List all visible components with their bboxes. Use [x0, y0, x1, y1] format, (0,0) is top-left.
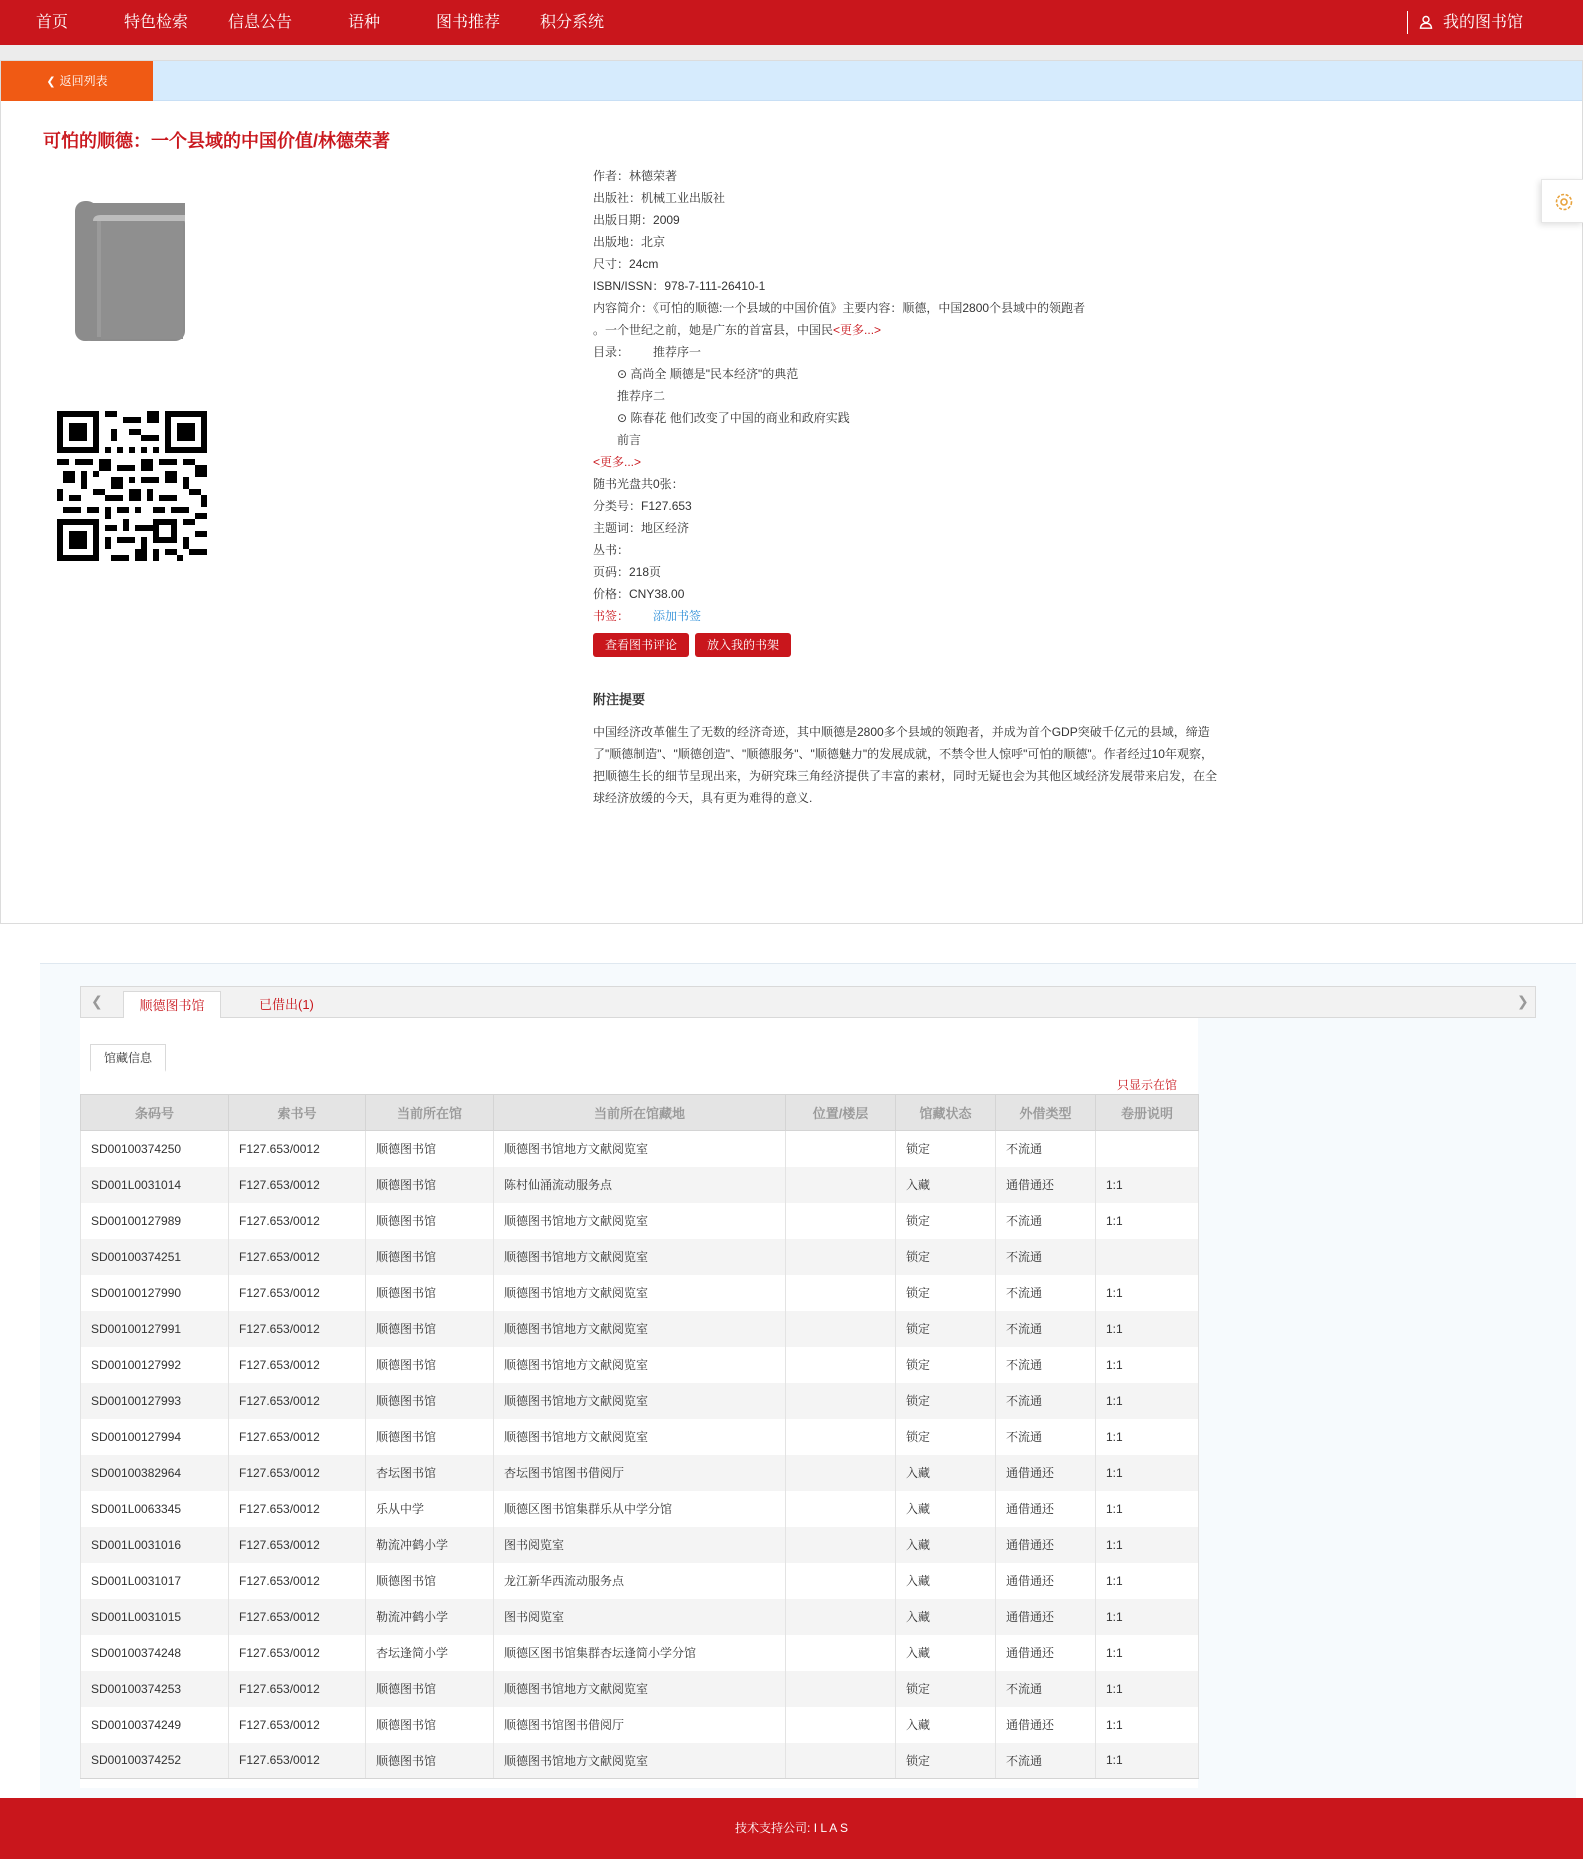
table-row[interactable]: [81, 1455, 1199, 1491]
gear-icon: [1553, 191, 1575, 213]
meta-class: 分类号：F127.653: [593, 499, 692, 513]
cell-volume-note: 1:1: [1096, 1455, 1199, 1491]
cell-call-number: F127.653/0012: [229, 1707, 366, 1743]
col-current-location[interactable]: 当前所在馆藏地: [494, 1095, 786, 1131]
cell-loan-type: 不流通: [996, 1383, 1096, 1419]
table-row[interactable]: [81, 1239, 1199, 1275]
table-row[interactable]: [81, 1599, 1199, 1635]
tab-checked-out[interactable]: 已借出(1): [259, 997, 314, 1012]
table-row[interactable]: [81, 1671, 1199, 1707]
cell-floor: [786, 1347, 896, 1383]
cell-barcode: SD00100374248: [81, 1635, 229, 1671]
cell-library: 顺德图书馆: [366, 1275, 494, 1311]
action-buttons: [593, 627, 1233, 661]
cell-library: 顺德图书馆: [366, 1239, 494, 1275]
cell-library: 顺德图书馆: [366, 1311, 494, 1347]
table-row[interactable]: [81, 1311, 1199, 1347]
cell-floor: [786, 1563, 896, 1599]
library-tabs: [80, 986, 1536, 1018]
cell-status: 锁定: [896, 1203, 996, 1239]
cell-floor: [786, 1239, 896, 1275]
table-row[interactable]: [81, 1419, 1199, 1455]
cell-status: 入藏: [896, 1491, 996, 1527]
cell-status: 锁定: [896, 1131, 996, 1167]
cell-loan-type: 通借通还: [996, 1455, 1096, 1491]
cell-location: 顺德区图书馆集群杏坛逢简小学分馆: [494, 1635, 786, 1671]
table-row[interactable]: [81, 1203, 1199, 1239]
footer-credit: 技术支持公司: I L A S: [735, 1821, 848, 1835]
holdings-panel: [80, 1018, 1198, 1788]
cell-floor: [786, 1599, 896, 1635]
back-to-list-button[interactable]: [1, 61, 153, 101]
cell-location: 图书阅览室: [494, 1599, 786, 1635]
only-available-toggle[interactable]: 只显示在馆: [1116, 1078, 1177, 1092]
cell-volume-note: [1096, 1239, 1199, 1275]
meta-toc-item: 推荐序二: [617, 389, 666, 403]
cell-call-number: F127.653/0012: [229, 1743, 366, 1779]
meta-summary-cont: 。一个世纪之前，她是广东的首富县，中国民<更多...>: [593, 323, 882, 337]
cell-location: 顺德图书馆地方文献阅览室: [494, 1347, 786, 1383]
cell-volume-note: 1:1: [1096, 1167, 1199, 1203]
cell-volume-note: 1:1: [1096, 1419, 1199, 1455]
subtab-holdings-info[interactable]: 馆藏信息: [90, 1044, 166, 1072]
cell-location: 顺德图书馆地方文献阅览室: [494, 1383, 786, 1419]
summary-more-link[interactable]: <更多...>: [833, 323, 882, 337]
meta-toc-item: ⊙ 高尚全 顺德是"民本经济"的典范: [617, 367, 799, 381]
cell-call-number: F127.653/0012: [229, 1491, 366, 1527]
cell-floor: [786, 1203, 896, 1239]
cell-call-number: F127.653/0012: [229, 1311, 366, 1347]
cell-barcode: SD00100374251: [81, 1239, 229, 1275]
settings-float-button[interactable]: [1541, 179, 1583, 223]
cell-library: 顺德图书馆: [366, 1131, 494, 1167]
cell-loan-type: 不流通: [996, 1131, 1096, 1167]
cell-location: 顺德图书馆地方文献阅览室: [494, 1239, 786, 1275]
table-row[interactable]: [81, 1383, 1199, 1419]
holdings-section: [40, 963, 1576, 1798]
meta-summary: 内容简介：《可怕的顺德:一个县域的中国价值》主要内容：顺德，中国2800个县域中的领跑者: [593, 301, 1086, 315]
cell-loan-type: 通借通还: [996, 1167, 1096, 1203]
cell-loan-type: 不流通: [996, 1419, 1096, 1455]
cell-volume-note: 1:1: [1096, 1671, 1199, 1707]
cell-status: 锁定: [896, 1239, 996, 1275]
cell-barcode: SD00100127989: [81, 1203, 229, 1239]
cell-barcode: SD00100382964: [81, 1455, 229, 1491]
cell-floor: [786, 1635, 896, 1671]
nav-recommendations[interactable]: 图书推荐: [436, 14, 501, 31]
meta-publisher: 出版社：机械工业出版社: [593, 191, 726, 205]
cell-location: 顺德图书馆地方文献阅览室: [494, 1743, 786, 1779]
cell-loan-type: 通借通还: [996, 1599, 1096, 1635]
cell-location: 顺德图书馆地方文献阅览室: [494, 1275, 786, 1311]
cell-barcode: SD001L0031016: [81, 1527, 229, 1563]
cell-library: 顺德图书馆: [366, 1707, 494, 1743]
col-current-library[interactable]: 当前所在馆: [366, 1095, 494, 1131]
table-row[interactable]: [81, 1563, 1199, 1599]
cell-floor: [786, 1131, 896, 1167]
cell-volume-note: [1096, 1131, 1199, 1167]
col-call-number[interactable]: 索书号: [229, 1095, 366, 1131]
cell-status: 入藏: [896, 1527, 996, 1563]
cell-library: 勒流冲鹤小学: [366, 1527, 494, 1563]
notes-heading: 附注提要: [593, 692, 646, 707]
back-bar: [1, 61, 1582, 101]
cell-floor: [786, 1419, 896, 1455]
cell-status: 入藏: [896, 1707, 996, 1743]
cell-library: 顺德图书馆: [366, 1743, 494, 1779]
table-row[interactable]: [81, 1635, 1199, 1671]
cell-floor: [786, 1383, 896, 1419]
cell-library: 顺德图书馆: [366, 1347, 494, 1383]
nav-announcements[interactable]: 信息公告: [228, 14, 293, 31]
cell-status: 锁定: [896, 1275, 996, 1311]
meta-pubdate: 出版日期：2009: [593, 213, 680, 227]
cell-volume-note: 1:1: [1096, 1383, 1199, 1419]
cell-loan-type: 通借通还: [996, 1491, 1096, 1527]
cell-call-number: F127.653/0012: [229, 1635, 366, 1671]
cell-floor: [786, 1527, 896, 1563]
cell-barcode: SD00100127991: [81, 1311, 229, 1347]
meta-author: 作者：林德荣著: [593, 169, 678, 183]
view-reviews-button[interactable]: 查看图书评论: [593, 633, 689, 657]
cell-location: 龙江新华西流动服务点: [494, 1563, 786, 1599]
cell-library: 顺德图书馆: [366, 1203, 494, 1239]
cell-status: 入藏: [896, 1635, 996, 1671]
cell-status: 入藏: [896, 1455, 996, 1491]
table-row[interactable]: [81, 1527, 1199, 1563]
cell-loan-type: 不流通: [996, 1203, 1096, 1239]
cell-loan-type: 不流通: [996, 1275, 1096, 1311]
nav-points-system[interactable]: 积分系统: [540, 14, 605, 31]
cell-volume-note: 1:1: [1096, 1311, 1199, 1347]
cell-barcode: SD00100127990: [81, 1275, 229, 1311]
cell-call-number: F127.653/0012: [229, 1131, 366, 1167]
cell-volume-note: 1:1: [1096, 1563, 1199, 1599]
cell-library: 顺德图书馆: [366, 1563, 494, 1599]
cell-floor: [786, 1743, 896, 1779]
cell-call-number: F127.653/0012: [229, 1455, 366, 1491]
toc-more-link[interactable]: <更多...>: [593, 455, 642, 469]
cell-call-number: F127.653/0012: [229, 1563, 366, 1599]
cell-location: 顺德图书馆图书借阅厅: [494, 1707, 786, 1743]
cell-call-number: F127.653/0012: [229, 1383, 366, 1419]
chevron-left-icon[interactable]: ❮: [91, 993, 103, 1009]
user-icon: [1419, 15, 1433, 29]
meta-toc-more: [593, 451, 1233, 473]
cell-floor: [786, 1491, 896, 1527]
book-detail-panel: [0, 60, 1583, 924]
cell-location: 顺德图书馆地方文献阅览室: [494, 1311, 786, 1347]
cell-loan-type: 不流通: [996, 1743, 1096, 1779]
my-library-link[interactable]: [1443, 0, 1523, 45]
table-row[interactable]: [81, 1491, 1199, 1527]
cell-barcode: SD00100374252: [81, 1743, 229, 1779]
cell-loan-type: 通借通还: [996, 1563, 1096, 1599]
notes-body: 中国经济改革催生了无数的经济奇迹，其中顺德是2800多个县域的领跑者，并成为首个GDP突破千亿元的县域，缔造了"顺德制造"、"顺德创造"、"顺德服务"、"顺德魅力"的发展成就，不禁令世人惊呼"可怕的顺德"。作者经过10年观察，把顺德生长的细节呈现出来，为研究珠三角经济提供了丰富的素材，同时无疑也会为其他区域经济发展带来启发，在全球经济放缓的今天，具有更为难得的意义.: [593, 725, 1218, 805]
cell-volume-note: 1:1: [1096, 1275, 1199, 1311]
cell-barcode: SD00100374250: [81, 1131, 229, 1167]
table-row[interactable]: [81, 1743, 1199, 1779]
book-metadata: [593, 165, 1233, 661]
meta-place: 出版地：北京: [593, 235, 666, 249]
cell-status: 入藏: [896, 1599, 996, 1635]
cell-location: 图书阅览室: [494, 1527, 786, 1563]
cell-call-number: F127.653/0012: [229, 1347, 366, 1383]
cell-location: 顺德图书馆地方文献阅览室: [494, 1131, 786, 1167]
col-status[interactable]: 馆藏状态: [896, 1095, 996, 1131]
bookmark-label: 书签：: [593, 609, 630, 623]
meta-cd: 随书光盘共0张：: [593, 477, 684, 491]
cell-barcode: SD001L0031014: [81, 1167, 229, 1203]
cell-barcode: SD001L0031017: [81, 1563, 229, 1599]
cell-loan-type: 不流通: [996, 1239, 1096, 1275]
cell-status: 锁定: [896, 1743, 996, 1779]
cell-library: 顺德图书馆: [366, 1167, 494, 1203]
cell-location: 顺德图书馆地方文献阅览室: [494, 1203, 786, 1239]
cell-loan-type: 通借通还: [996, 1527, 1096, 1563]
cell-library: 杏坛逢简小学: [366, 1635, 494, 1671]
cell-status: 锁定: [896, 1347, 996, 1383]
cell-volume-note: 1:1: [1096, 1347, 1199, 1383]
cell-library: 顺德图书馆: [366, 1671, 494, 1707]
cell-volume-note: 1:1: [1096, 1707, 1199, 1743]
nav-divider: [1407, 11, 1408, 34]
top-nav: [0, 0, 1583, 45]
cell-call-number: F127.653/0012: [229, 1671, 366, 1707]
table-row[interactable]: [81, 1347, 1199, 1383]
nav-special-search[interactable]: 特色检索: [124, 14, 189, 31]
cell-status: 锁定: [896, 1311, 996, 1347]
meta-bookmark: [593, 605, 1233, 627]
back-to-list-label: 返回列表: [59, 74, 108, 88]
cell-call-number: F127.653/0012: [229, 1203, 366, 1239]
cell-floor: [786, 1311, 896, 1347]
meta-toc-item: 前言: [617, 433, 642, 447]
cell-floor: [786, 1671, 896, 1707]
cell-library: 顺德图书馆: [366, 1383, 494, 1419]
cell-status: 入藏: [896, 1563, 996, 1599]
meta-isbn: ISBN/ISSN：978-7-111-26410-1: [593, 279, 766, 293]
cell-barcode: SD001L0031015: [81, 1599, 229, 1635]
col-volume-note[interactable]: 卷册说明: [1096, 1095, 1199, 1131]
book-placeholder-icon: [75, 201, 187, 341]
cell-location: 顺德图书馆地方文献阅览室: [494, 1419, 786, 1455]
cell-call-number: F127.653/0012: [229, 1275, 366, 1311]
cell-loan-type: 通借通还: [996, 1707, 1096, 1743]
cell-floor: [786, 1275, 896, 1311]
table-row[interactable]: [81, 1131, 1199, 1167]
cell-call-number: F127.653/0012: [229, 1527, 366, 1563]
add-bookmark-link[interactable]: 添加书签: [653, 609, 702, 623]
cell-barcode: SD00100374253: [81, 1671, 229, 1707]
cell-location: 杏坛图书馆图书借阅厅: [494, 1455, 786, 1491]
table-row[interactable]: [81, 1167, 1199, 1203]
cell-status: 锁定: [896, 1671, 996, 1707]
meta-toc: 目录： 推荐序一: [593, 345, 702, 359]
cell-barcode: SD00100127992: [81, 1347, 229, 1383]
col-floor[interactable]: 位置/楼层: [786, 1095, 896, 1131]
cell-floor: [786, 1167, 896, 1203]
meta-subject: 主题词：地区经济: [593, 521, 690, 535]
cell-call-number: F127.653/0012: [229, 1167, 366, 1203]
cell-library: 乐从中学: [366, 1491, 494, 1527]
book-title: 可怕的顺德：一个县域的中国价值/林德荣著: [43, 131, 390, 151]
cell-call-number: F127.653/0012: [229, 1419, 366, 1455]
nav-home[interactable]: 首页: [36, 14, 69, 31]
chevron-right-icon[interactable]: ❯: [1517, 993, 1529, 1009]
cell-volume-note: 1:1: [1096, 1743, 1199, 1779]
cell-library: 勒流冲鹤小学: [366, 1599, 494, 1635]
cell-loan-type: 不流通: [996, 1671, 1096, 1707]
col-loan-type[interactable]: 外借类型: [996, 1095, 1096, 1131]
col-barcode[interactable]: 条码号: [81, 1095, 229, 1131]
cell-location: 顺德区图书馆集群乐从中学分馆: [494, 1491, 786, 1527]
footer: [0, 1798, 1583, 1859]
cell-volume-note: 1:1: [1096, 1203, 1199, 1239]
cell-floor: [786, 1455, 896, 1491]
cell-barcode: SD00100374249: [81, 1707, 229, 1743]
cell-status: 入藏: [896, 1167, 996, 1203]
cell-volume-note: 1:1: [1096, 1491, 1199, 1527]
cell-status: 锁定: [896, 1383, 996, 1419]
cell-library: 杏坛图书馆: [366, 1455, 494, 1491]
cell-call-number: F127.653/0012: [229, 1239, 366, 1275]
cell-loan-type: 通借通还: [996, 1635, 1096, 1671]
qr-code-image: [57, 411, 207, 561]
cell-loan-type: 不流通: [996, 1347, 1096, 1383]
meta-pages: 页码：218页: [593, 565, 662, 579]
chevron-left-icon: ❮: [46, 76, 56, 88]
nav-spacer: [0, 45, 1583, 60]
cell-location: 陈村仙涌流动服务点: [494, 1167, 786, 1203]
cell-library: 顺德图书馆: [366, 1419, 494, 1455]
table-row[interactable]: [81, 1707, 1199, 1743]
table-row[interactable]: [81, 1275, 1199, 1311]
add-to-shelf-button[interactable]: 放入我的书架: [695, 633, 791, 657]
tab-shunde-library[interactable]: 顺德图书馆: [123, 991, 221, 1019]
meta-size: 尺寸：24cm: [593, 257, 659, 271]
cell-status: 锁定: [896, 1419, 996, 1455]
table-header-row: [81, 1095, 1199, 1131]
cell-barcode: SD00100127993: [81, 1383, 229, 1419]
cell-call-number: F127.653/0012: [229, 1599, 366, 1635]
cell-loan-type: 不流通: [996, 1311, 1096, 1347]
cell-floor: [786, 1707, 896, 1743]
meta-series: 丛书：: [593, 543, 630, 557]
my-library-label: 我的图书馆: [1443, 14, 1524, 31]
meta-toc-item: ⊙ 陈春花 他们改变了中国的商业和政府实践: [617, 411, 850, 425]
cell-location: 顺德图书馆地方文献阅览室: [494, 1671, 786, 1707]
cell-volume-note: 1:1: [1096, 1527, 1199, 1563]
cell-volume-note: 1:1: [1096, 1599, 1199, 1635]
meta-price: 价格：CNY38.00: [593, 587, 685, 601]
nav-languages[interactable]: 语种: [348, 14, 381, 31]
holdings-table: [80, 1094, 1199, 1779]
cell-barcode: SD001L0063345: [81, 1491, 229, 1527]
cell-volume-note: 1:1: [1096, 1635, 1199, 1671]
cell-barcode: SD00100127994: [81, 1419, 229, 1455]
